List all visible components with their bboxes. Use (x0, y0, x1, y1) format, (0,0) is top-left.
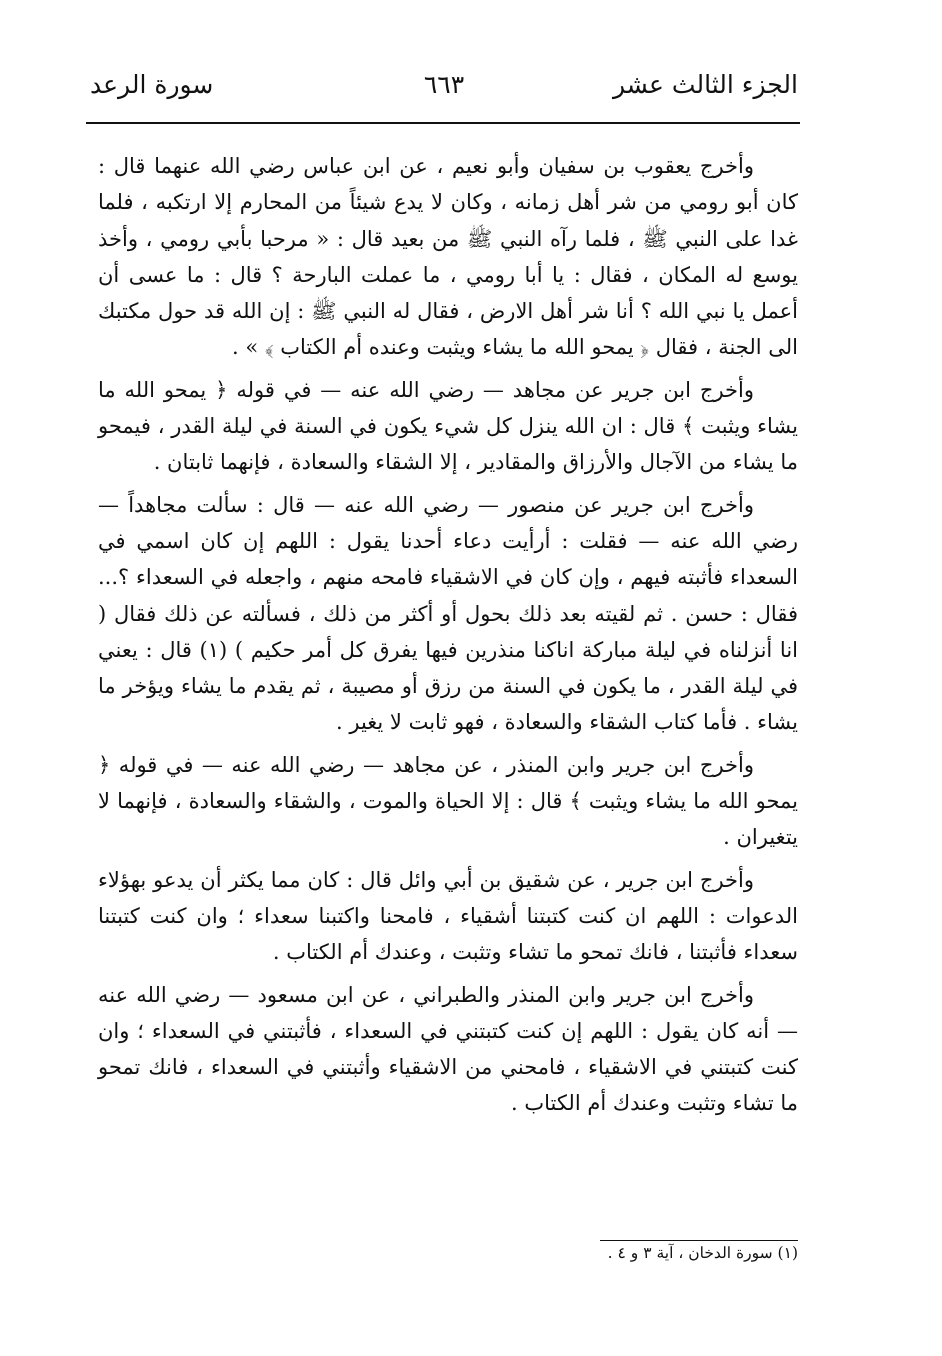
surah-title: سورة الرعد (90, 70, 214, 99)
paragraph: وأخرج ابن جرير ، عن شقيق بن أبي وائل قال : كان مما يكثر أن يدعو بهؤلاء الدعوات : اللهم ان كنت كتبتنا أشقياء ، فامحنا واكتبنا سعداء ؛ وان كنت كتبتنا سعداء فأثبتنا ، فانك تمحو ما تشاء وتثبت ، وعندك أم الكتاب . (98, 867, 798, 965)
footnote-divider (600, 1240, 798, 1241)
page-number: ٦٦٣ (423, 70, 465, 99)
paragraph: وأخرج ابن جرير وابن المنذر ، عن مجاهد — رضي الله عنه — في قوله ﴿ يمحو الله ما يشاء ويثبت ﴾ قال : إلا الحياة والموت ، والشقاء والسعادة ، فإنهما لا يتغيران . (98, 752, 798, 850)
part-title: الجزء الثالث عشر (612, 70, 798, 99)
paragraph: وأخرج ابن جرير عن منصور — رضي الله عنه — قال : سألت مجاهداً — رضي الله عنه — فقلت : أرأيت دعاء أحدنا يقول : اللهم إن كان اسمي في السعداء فأثبته فيهم ، وإن كان في الاشقياء فامحه منهم ، واجعله في السعداء ؟... فقال : حسن . ثم لقيته بعد ذلك بحول أو أكثر من ذلك ، فسألته عن ذلك فقال ( انا أنزلناه في ليلة مباركة اناكنا منذرين فيها يفرق كل أمر حكيم ) (١) قال : يعني في ليلة القدر ، ما يكون في السنة من رزق أو مصيبة ، ثم يقدم ما يشاء ويؤخر ما يشاء . فأما كتاب الشقاء والسعادة ، فهو ثابت لا يغير . (98, 492, 799, 735)
paragraph: وأخرج ابن جرير وابن المنذر والطبراني ، عن ابن مسعود — رضي الله عنه — أنه كان يقول : اللهم إن كنت كتبتني في السعداء ، فأثبتني في السعداء ؛ وان كنت كتبتني في الاشقياء ، فامحني من الاشقياء وأثبتني في السعداء ، فانك تمحو ما تشاء وتثبت وعندك أم الكتاب . (98, 982, 798, 1116)
footnote: (١) سورة الدخان ، آية ٣ و ٤ . (607, 1244, 798, 1262)
page-header (90, 62, 798, 112)
paragraph: وأخرج يعقوب بن سفيان وأبو نعيم ، عن ابن عباس رضي الله عنهما قال : كان أبو رومي من شر أهل زمانه ، وكان لا يدع شيئاً من المحارم إلا ارتكبه ، فلما غدا على النبي ﷺ ، فلما رآه النبي ﷺ من بعيد قال : « مرحبا بأبي رومي ، وأخذ يوسع له المكان ، فقال : يا أبا رومي ، ما عملت البارحة ؟ قال : ما عسى أن أعمل يا نبي الله ؟ أنا شر أهل الارض ، فقال له النبي ﷺ : إن الله قد حول مكتبك الى الجنة ، فقال ﴿ يمحو الله ما يشاء ويثبت وعنده أم الكتاب ﴾ » . (98, 154, 798, 360)
paragraph: وأخرج ابن جرير عن مجاهد — رضي الله عنه — في قوله ﴿ يمحو الله ما يشاء ويثبت ﴾ قال : ان الله ينزل كل شيء يكون في السنة في ليلة القدر ، فيمحو ما يشاء من الآجال والأرزاق والمقادير ، إلا الشقاء والسعادة ، فإنهما ثابتان . (98, 377, 798, 475)
main-text (98, 148, 798, 1128)
header-divider (86, 122, 800, 124)
